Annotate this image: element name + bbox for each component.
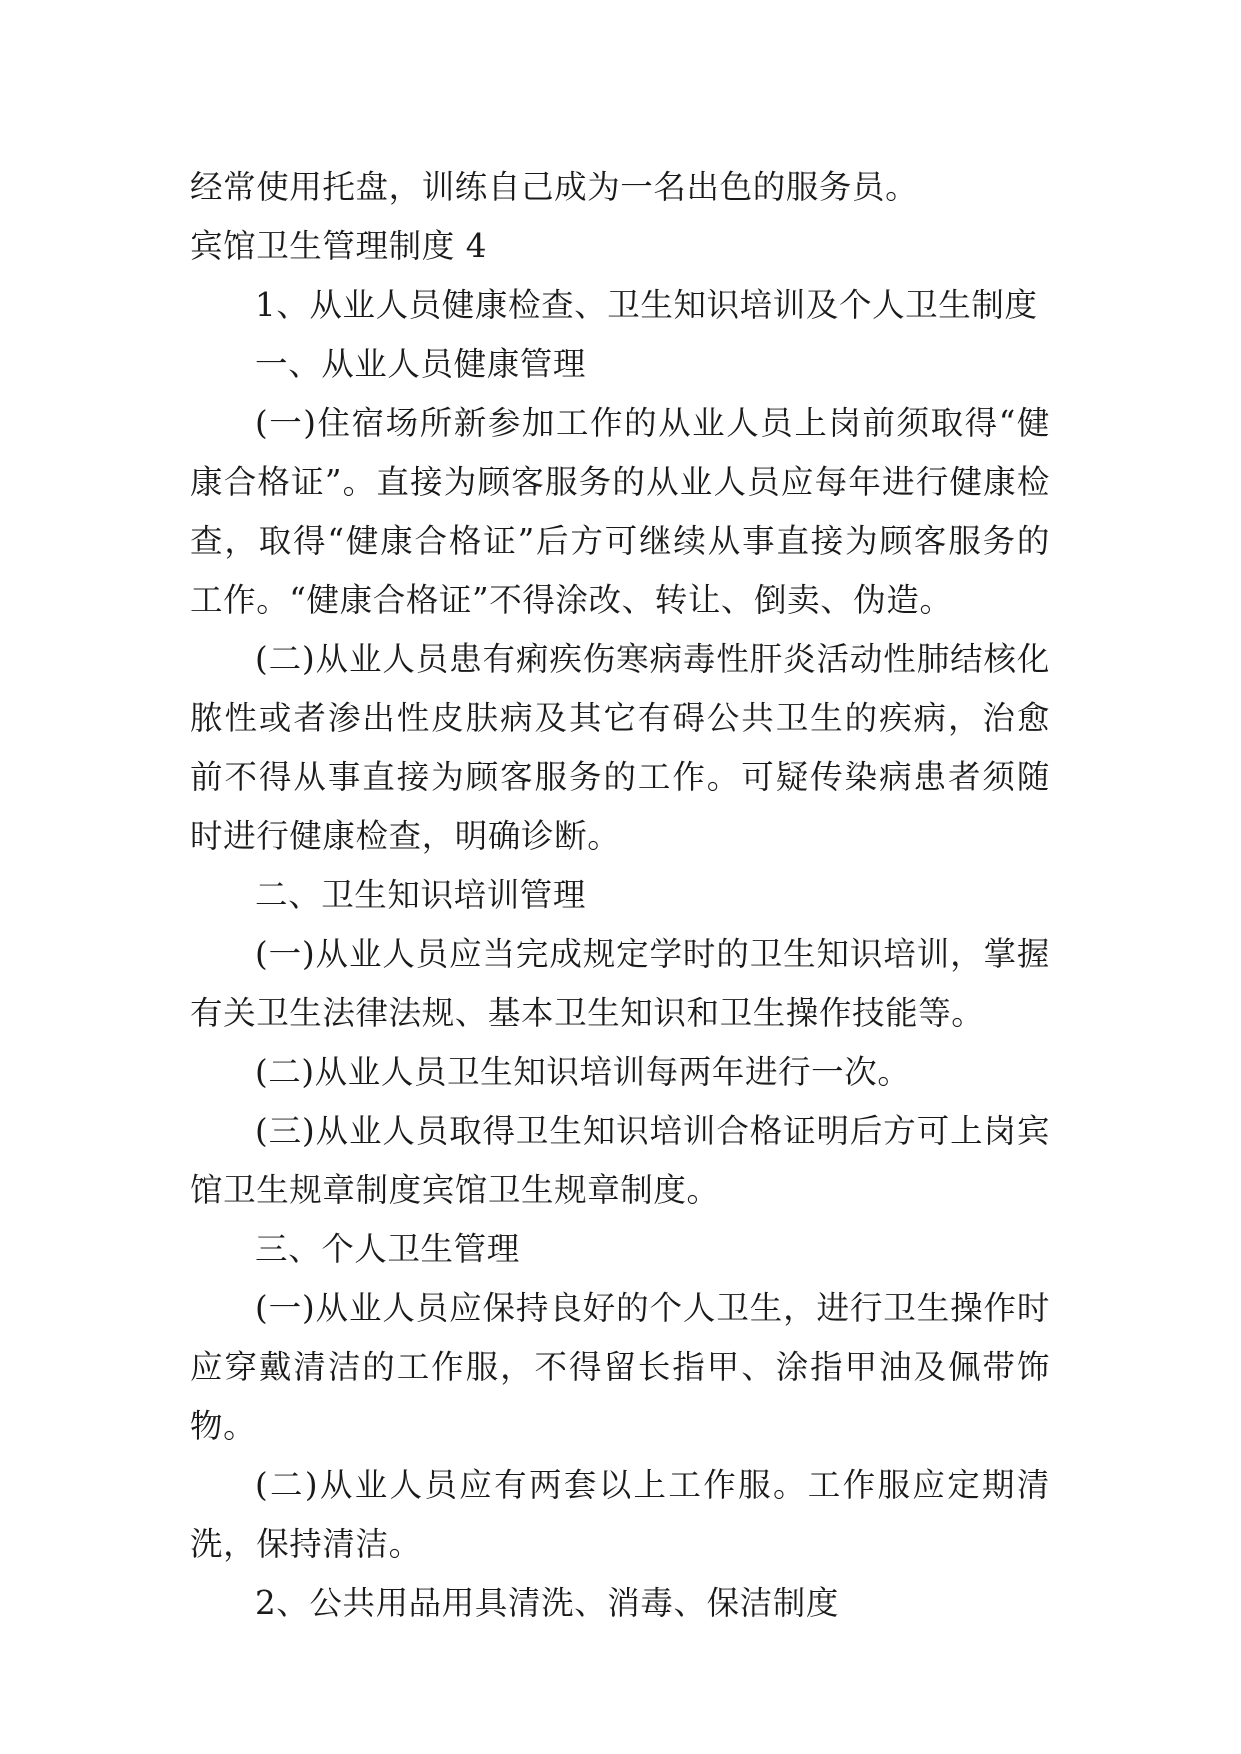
document-body [190,158,1050,1633]
heading-item-2: 2、公共用品用具清洗、消毒、保洁制度 [255,1584,839,1622]
paragraph-training-hours: (一)从业人员应当完成规定学时的卫生知识培训，掌握有关卫生法律法规、基本卫生知识和卫生操作技能等。 [190,935,1050,1032]
section-title: 宾馆卫生管理制度 4 [190,227,488,265]
heading-item-1: 1、从业人员健康检查、卫生知识培训及个人卫生制度 [255,286,1038,324]
paragraph-health-certificate: (一)住宿场所新参加工作的从业人员上岗前须取得“健康合格证”。直接为顾客服务的从业人员应每年进行健康检查，取得“健康合格证”后方可继续从事直接为顾客服务的工作。“健康合格证”不得涂改、转让、倒卖、伪造。 [190,404,1050,619]
subheading-training-management: 二、卫生知识培训管理 [255,876,587,914]
subheading-personal-hygiene: 三、个人卫生管理 [255,1230,520,1268]
paragraph-training-frequency: (二)从业人员卫生知识培训每两年进行一次。 [255,1053,911,1091]
subheading-health-management: 一、从业人员健康管理 [255,345,587,383]
paragraph-personal-hygiene: (一)从业人员应保持良好的个人卫生，进行卫生操作时应穿戴清洁的工作服，不得留长指甲、涂指甲油及佩带饰物。 [190,1289,1050,1445]
paragraph-closing-line: 经常使用托盘，训练自己成为一名出色的服务员。 [190,168,919,206]
paragraph-training-certificate: (三)从业人员取得卫生知识培训合格证明后方可上岗宾馆卫生规章制度宾馆卫生规章制度。 [190,1112,1050,1209]
paragraph-work-clothes: (二)从业人员应有两套以上工作服。工作服应定期清洗，保持清洁。 [190,1466,1050,1563]
paragraph-disease-restriction: (二)从业人员患有痢疾伤寒病毒性肝炎活动性肺结核化脓性或者渗出性皮肤病及其它有碍公共卫生的疾病，治愈前不得从事直接为顾客服务的工作。可疑传染病患者须随时进行健康检查，明确诊断。 [190,640,1050,855]
